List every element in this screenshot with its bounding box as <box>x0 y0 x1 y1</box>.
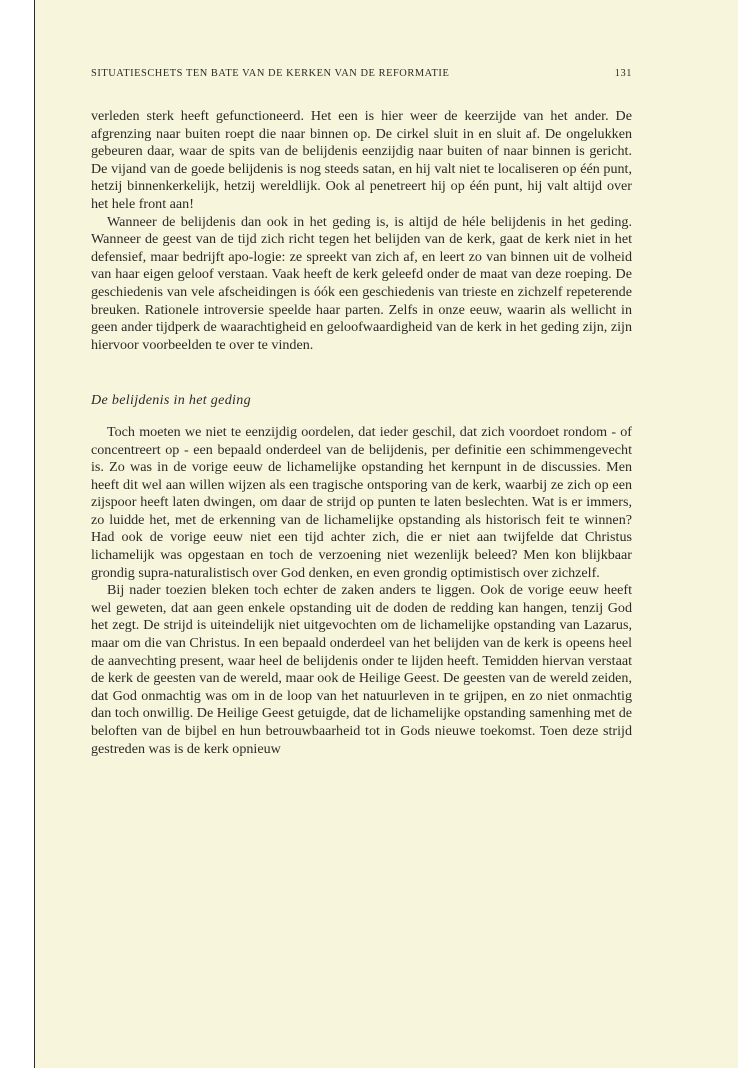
paragraph: verleden sterk heeft gefunctioneerd. Het een is hier weer de keerzijde van het ander. De afgrenzing naar buiten roept die naar binnen op. De cirkel sluit in en sluit af. De ongelukken gebeuren daar, waar de spits van de belijdenis eenzijdig naar buiten of naar binnen is gericht. De vijand van de goede belijdenis is nog steeds satan, en hij valt niet te localiseren op één punt, hetzij binnenkerkelijk, hetzij wereldlijk. Ook al penetreert hij op één punt, hij valt altijd over het hele front aan! <box>91 108 632 212</box>
page-number: 131 <box>614 68 632 79</box>
paragraph: Toch moeten we niet te eenzijdig oordelen, dat ieder geschil, dat zich voordoet rondom - of concentreert op - een bepaald onderdeel van de belijdenis, per definitie een schimmengevecht is. Zo was in de vorige eeuw de lichamelijke opstanding het kernpunt in de discussies. Men heeft dit wel aan willen wijzen als een tragische ontsporing van de kerk, waarbij ze zich op een zijspoor heeft laten dwingen, om daar de strijd op punten te laten beslechten. Wat is er immers, zo luidde het, met de erkenning van de lichamelijke opstanding als historisch feit te winnen? Had ook de vorige eeuw niet een tijd achter zich, die er niet aan twijfelde dat Christus lichamelijk was opgestaan en toch de verzoening niet wezenlijk beleed? Men kon blijkbaar grondig supra-naturalistisch over God denken, en even grondig optimistisch over zichzelf. <box>91 423 632 581</box>
running-title: SITUATIESCHETS TEN BATE VAN DE KERKEN VAN DE REFORMATIE <box>91 68 450 79</box>
section-heading: De belijdenis in het geding <box>91 392 251 409</box>
running-head <box>91 68 632 79</box>
paragraph: Bij nader toezien bleken toch echter de zaken anders te liggen. Ook de vorige eeuw heeft wel geweten, dat aan geen enkele opstanding uit de doden de redding kan hangen, tenzij God het zegt. De strijd is uiteindelijk niet uitgevochten om de lichamelijke opstanding van Lazarus, maar om die van Christus. In een bepaald onderdeel van het belijden van de kerk is opeens heel de aanvechting present, waar heel de belijdenis onder te lijden heeft. Temidden hiervan verstaat de kerk de geesten van de wereld, maar ook de Heilige Geest. De geesten van de wereld zeiden, dat God onmachtig was om in de loop van het natuurleven in te grijpen, en zo niet onmachtig dan toch onwillig. De Heilige Geest getuigde, dat de lichamelijke opstanding samenhing met de beloften van de bijbel en hun betrouwbaarheid tot in Gods nieuwe toekomst. Toen deze strijd gestreden was is de kerk opnieuw <box>91 582 632 757</box>
paragraph: Wanneer de belijdenis dan ook in het geding is, is altijd de héle belijdenis in het geding. Wanneer de geest van de tijd zich richt tegen het belijden van de kerk, gaat de kerk niet in het defensief, maar bedrijft apo-logie: ze spreekt van zich af, en leert zo van binnen uit de volheid van haar eigen geloof verstaan. Vaak heeft de kerk geleefd onder de maat van deze roeping. De geschiedenis van vele afscheidingen is óók een geschiedenis van trieste en zichzelf repeterende breuken. Rationele introversie speelde haar parten. Zelfs in onze eeuw, waarin als wellicht in geen ander tijdperk de waarachtigheid en geloofwaardigheid van de kerk in het geding zijn, zijn hiervoor voorbeelden te over te vinden. <box>91 213 632 353</box>
book-page <box>34 0 738 1068</box>
body-text <box>91 108 632 758</box>
